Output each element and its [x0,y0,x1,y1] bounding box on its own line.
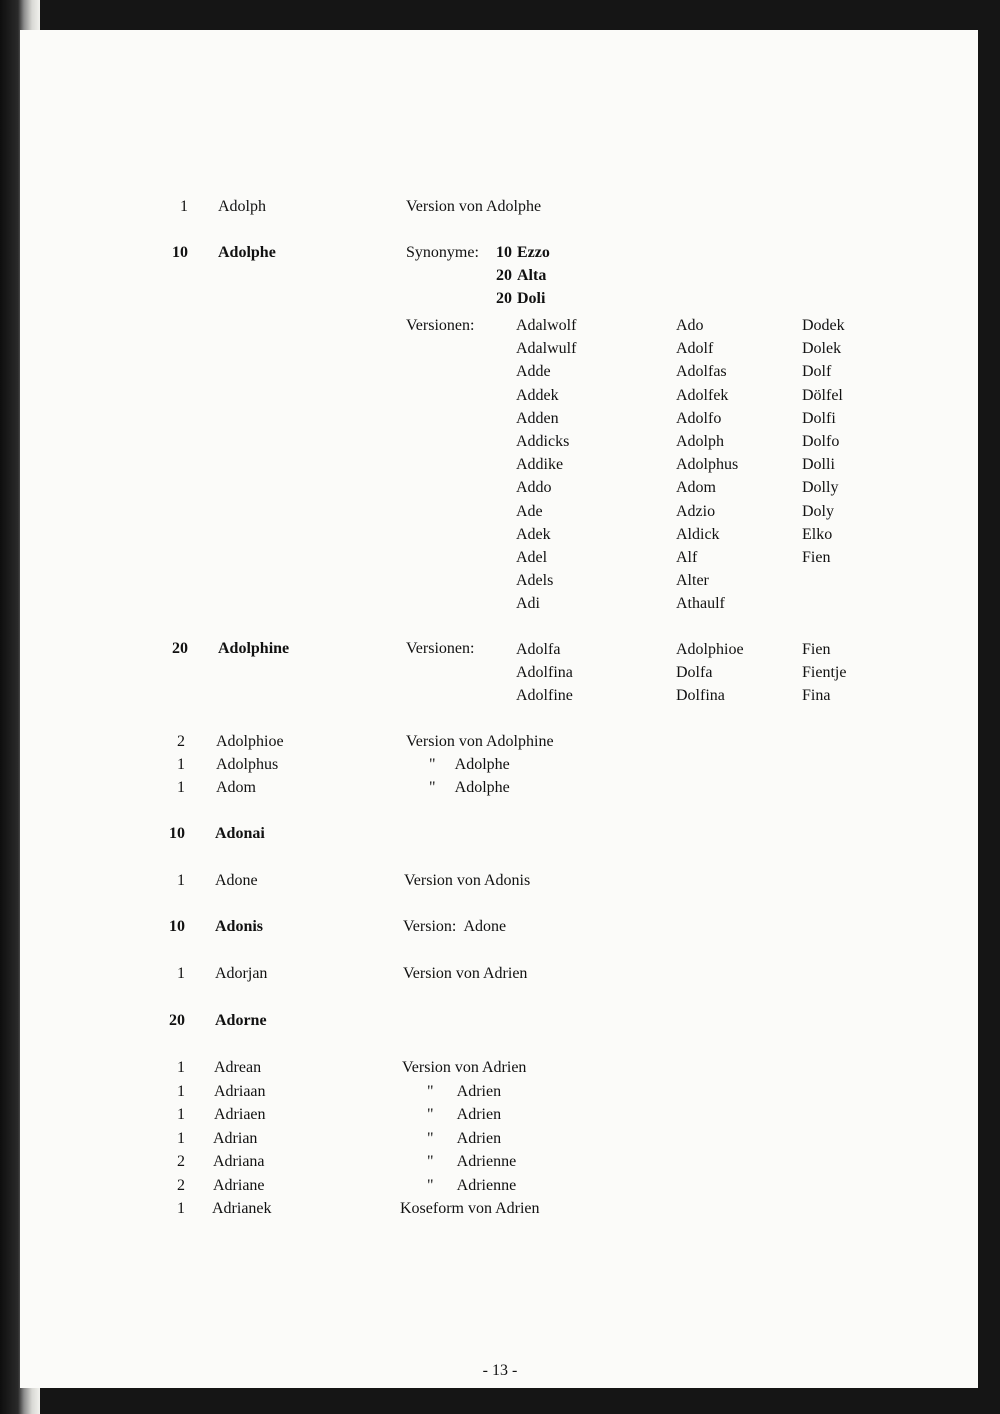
entry-description: Version: Adone [403,918,507,935]
entry-adolphine [0,637,1000,661]
entry-name: Adorjan [215,965,268,982]
version-name: Adolf [676,340,714,358]
version-name: Dolli [802,456,835,474]
version-name: Alter [676,572,709,590]
entry-row [0,776,1000,800]
synonym-count: 10 [496,244,512,261]
entry-name: Adolphioe [216,733,284,750]
entry-description: " Adolphe [429,779,510,796]
entry-row [0,1103,1000,1127]
entry-count: 1 [177,872,185,889]
entry-count: 1 [177,1200,185,1217]
entry-description: " Adrien [427,1106,502,1123]
page-number: - 13 - [482,1362,518,1379]
entry-count: 20 [172,640,188,657]
entry-count: 1 [177,1106,185,1123]
version-name: Ade [516,502,543,520]
entry-count: 1 [177,965,185,982]
entry-count: 10 [172,244,188,261]
synonym-count: 20 [496,267,512,285]
version-name: Adolphus [676,456,739,474]
entry-name: Adrianek [212,1200,272,1217]
entry-count: 1 [177,779,185,796]
version-name: Fien [802,641,831,658]
entry-name: Adolphine [218,640,290,657]
entry-count: 2 [177,1177,185,1194]
version-name: Addike [516,456,564,474]
entry-name: Adriana [213,1153,265,1170]
version-name: Dolfina [676,687,725,705]
synonyms-label: Synonyme: [406,244,479,261]
version-name: Doly [802,502,834,520]
versions-label: Versionen: [406,640,475,657]
entry-count: 1 [177,756,185,773]
entry-count: 1 [177,1059,185,1076]
entry-row [0,730,1000,754]
version-name: Adi [516,595,540,613]
version-name: Adden [516,409,559,427]
version-name: Fien [802,549,831,566]
entry-description: Version von Adolphine [406,733,554,750]
version-name: Dolfa [676,664,713,682]
version-name: Adel [516,549,548,566]
versions-label: Versionen: [406,317,475,334]
entry-row [0,1127,1000,1151]
entry-description: Version von Adrien [403,965,528,982]
entry-name: Adriaen [214,1106,266,1123]
entry-name: Adonis [215,918,264,935]
version-name: Adalwulf [516,340,577,358]
version-name: Ado [676,317,704,334]
version-name: Aldick [676,525,720,543]
version-name: Adolfas [676,363,727,381]
synonym-name: Ezzo [517,244,550,261]
entry-count: 2 [177,733,185,750]
entry-description: " Adrien [427,1130,502,1147]
entry-name: Adolphe [218,244,276,261]
version-name: Athaulf [676,595,725,613]
entry-count: 10 [169,825,185,842]
version-name: Adom [676,479,716,497]
entry-name: Adolph [218,198,266,215]
entry-description: Version von Adonis [404,872,531,889]
entry-name: Adom [216,779,256,796]
version-name: Fina [802,687,831,705]
entry-row [0,869,1000,893]
entry-description: " Adrien [427,1083,502,1100]
version-name: Dodek [802,317,845,334]
entry-name: Adolphus [216,756,279,773]
entry-description: Version von Adolphe [406,198,542,215]
entry-row [0,1009,1000,1033]
entry-name: Adriane [213,1177,265,1194]
entry-count: 1 [177,1083,185,1100]
entry-row [0,1197,1000,1221]
entry-count: 1 [177,1130,185,1147]
entry-row [0,962,1000,986]
entry-description: " Adrienne [427,1153,517,1170]
entry-adolph [0,195,1000,219]
entry-count: 20 [169,1012,185,1029]
version-name: Adzio [676,502,716,520]
entry-description: " Adolphe [429,756,510,773]
version-name: Adek [516,525,551,543]
version-name: Dolek [802,340,842,358]
entry-name: Adonai [215,825,265,842]
version-name: Adels [516,572,554,590]
entry-count: 1 [180,198,188,215]
entry-row [0,1174,1000,1198]
entry-count: 2 [177,1153,185,1170]
entry-row [0,915,1000,939]
version-name: Adolfine [516,687,573,705]
version-name: Dölfel [802,386,843,404]
entry-row [0,822,1000,846]
entry-description: Version von Adrien [402,1059,527,1076]
entry-name: Adone [215,872,258,889]
version-name: Elko [802,525,833,543]
synonym-count: 20 [496,290,512,308]
version-name: Adolfo [676,409,722,427]
entry-name: Adorne [215,1012,267,1029]
entry-row [0,753,1000,777]
version-name: Adolfa [516,641,561,658]
version-name: Adolfina [516,664,573,682]
entry-row [0,1080,1000,1104]
version-name: Adolphioe [676,641,744,658]
entry-row [0,1150,1000,1174]
version-name: Adolph [676,433,724,450]
version-name: Adalwolf [516,317,577,334]
entry-description: Koseform von Adrien [400,1200,540,1217]
version-name: Dolly [802,479,839,497]
version-name: Addek [516,386,559,404]
version-name: Dolfi [802,409,836,427]
version-name: Adolfek [676,386,729,404]
entry-description: " Adrienne [427,1177,517,1194]
synonym-name: Doli [517,290,546,308]
entry-name: Adrean [214,1059,262,1076]
version-name: Addicks [516,433,570,450]
entry-name: Adriaan [214,1083,266,1100]
version-name: Adde [516,363,551,381]
synonym-name: Alta [517,267,547,285]
version-name: Dolfo [802,433,840,450]
version-name: Fientje [802,664,847,682]
version-name: Addo [516,479,552,497]
version-name: Dolf [802,363,832,381]
entry-count: 10 [169,918,185,935]
entry-row [0,1056,1000,1080]
version-name: Alf [676,549,698,566]
entry-name: Adrian [213,1130,258,1147]
